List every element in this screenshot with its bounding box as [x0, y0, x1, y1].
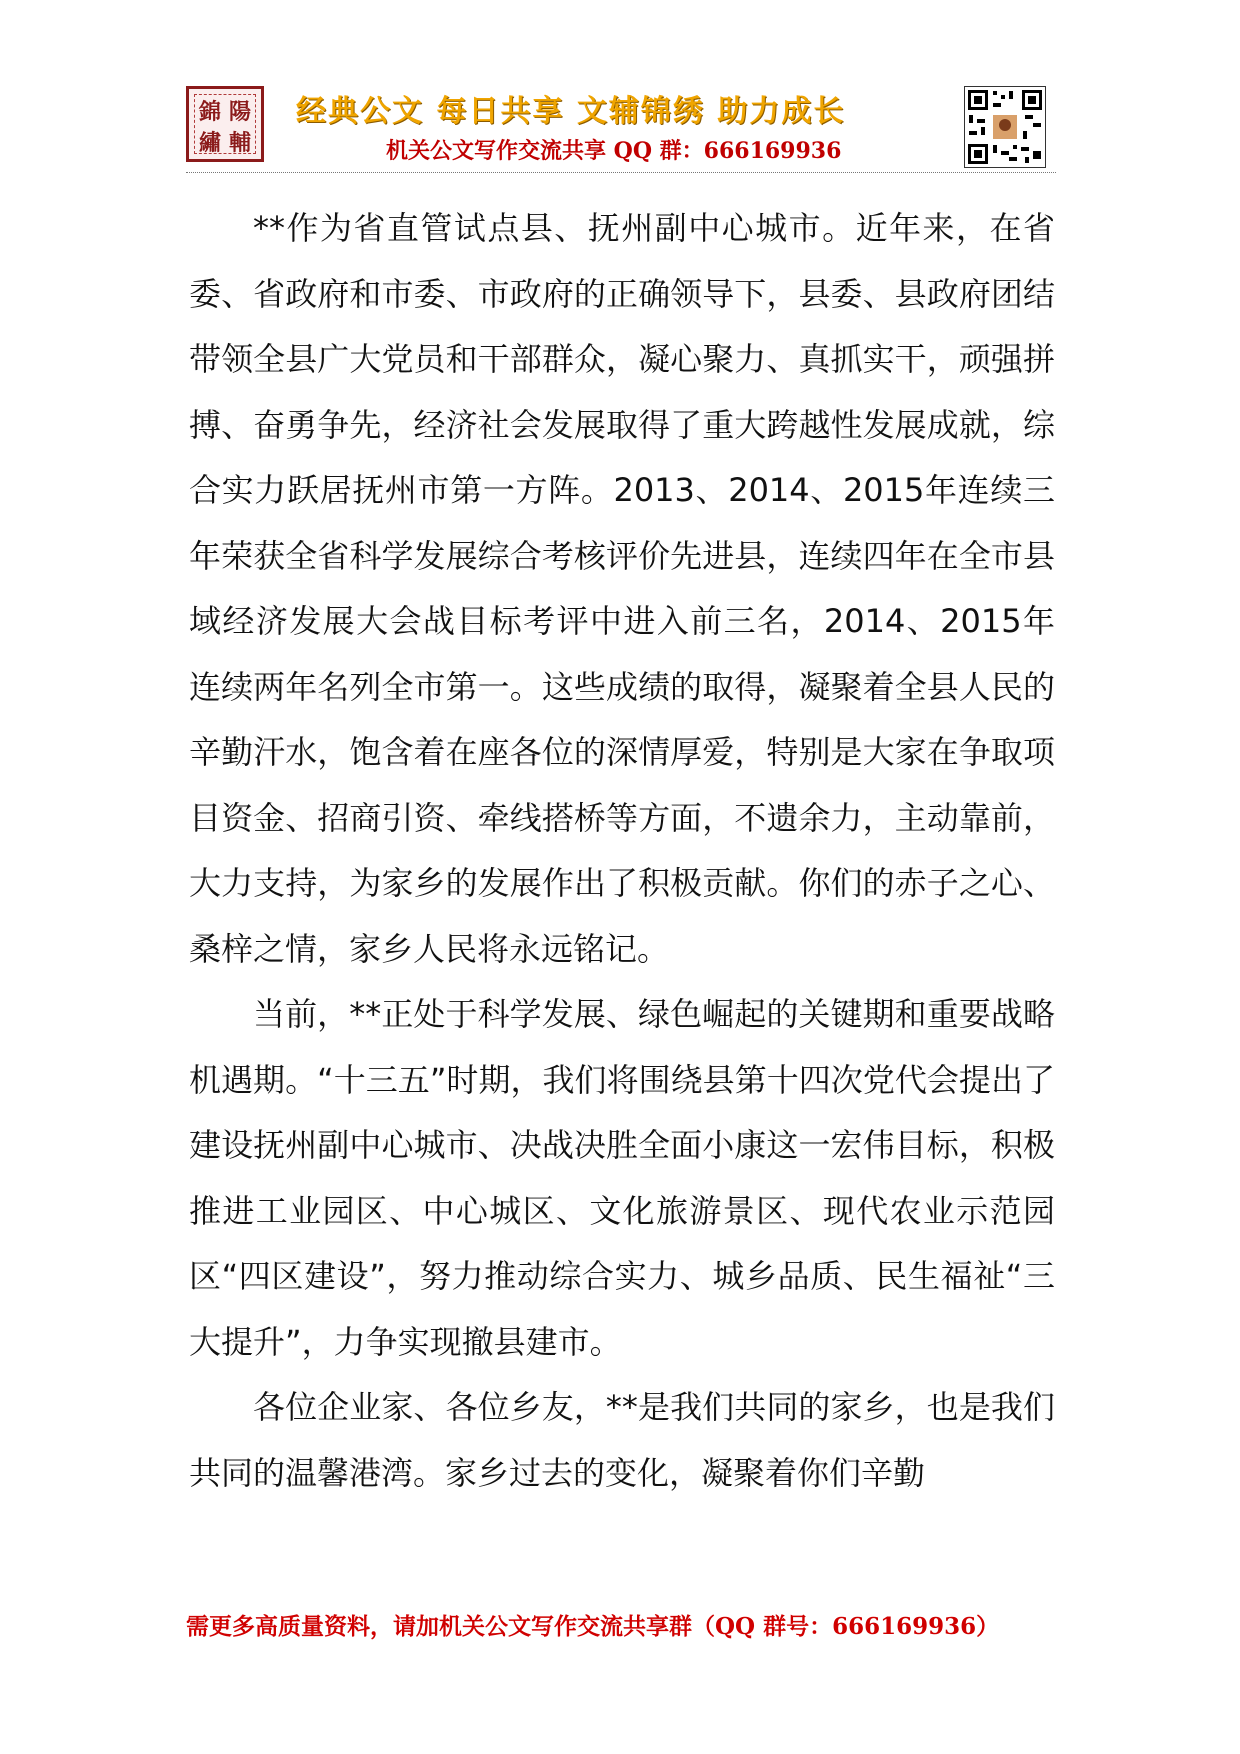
page-header	[186, 84, 1056, 176]
logo-char-4: 輔	[228, 130, 251, 156]
paragraph-2: 当前，**正处于科学发展、绿色崛起的关键期和重要战略机遇期。“十三五”时期，我们将围绕县第十四次党代会提出了建设抚州副中心城市、决战决胜全面小康这一宏伟目标，积极推进工业园区、中心城区、文化旅游景区、现代农业示范园区“四区建设”，努力推动综合实力、城乡品质、民生福祉“三大提升”，力争实现撤县建市。	[189, 995, 1055, 1361]
logo-char-3: 繡	[198, 130, 221, 156]
header-divider	[186, 172, 1056, 173]
header-slogan: 经典公文 每日共享 文辅锦绣 助力成长	[296, 94, 846, 129]
document-body	[189, 196, 1055, 1506]
logo-char-1: 錦	[198, 99, 221, 125]
paragraph-1: **作为省直管试点县、抚州副中心城市。近年来，在省委、省政府和市委、市政府的正确领导下，县委、县政府团结带领全县广大党员和干部群众，凝心聚力、真抓实干，顽强拼搏、奋勇争先，经济社会发展取得了重大跨越性发展成就，综合实力跃居抚州市第一方阵。2013、2014、2015年连续三年荣获全省科学发展综合考核评价先进县，连续四年在全市县域经济发展大会战目标考评中进入前三名，2014、2015年连续两年名列全市第一。这些成绩的取得，凝聚着全县人民的辛勤汗水，饱含着在座各位的深情厚爱，特别是大家在争取项目资金、招商引资、牵线搭桥等方面，不遗余力，主动靠前，大力支持，为家乡的发展作出了积极贡献。你们的赤子之心、桑梓之情，家乡人民将永远铭记。	[189, 209, 1055, 968]
logo-char-2: 陽	[228, 99, 251, 125]
brand-seal-logo	[186, 86, 264, 162]
footer-promo-note: 需更多高质量资料，请加机关公文写作交流共享群（QQ 群号：666169936）	[186, 1613, 1000, 1640]
paragraph-3: 各位企业家、各位乡友，**是我们共同的家乡，也是我们共同的温馨港湾。家乡过去的变化，凝聚着你们辛勤	[189, 1388, 1055, 1492]
header-qq-group: 机关公文写作交流共享 QQ 群：666169936	[386, 138, 842, 164]
qr-code-icon	[964, 86, 1046, 168]
